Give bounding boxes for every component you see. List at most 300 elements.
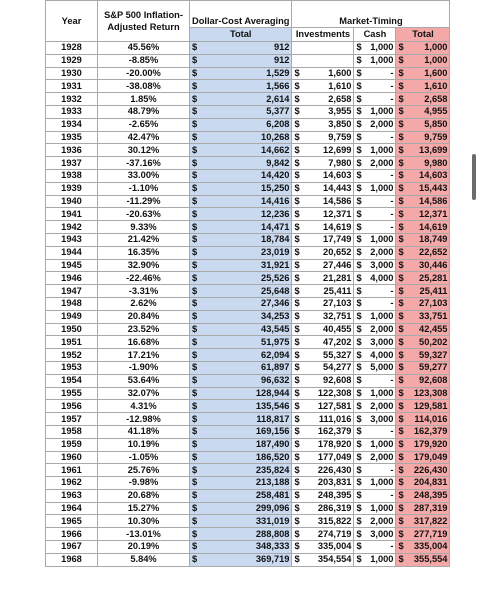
investments-currency-symbol: $ (292, 400, 306, 413)
year-cell: 1932 (46, 93, 98, 106)
total-currency-symbol: $ (398, 183, 404, 194)
dca-total-cell: 331,019 (204, 515, 292, 528)
total-value: 335,004 (413, 541, 448, 552)
total-currency-symbol: $ (398, 259, 404, 270)
table-row (46, 438, 450, 451)
year-cell: 1955 (46, 387, 98, 400)
cash-value: - (390, 298, 394, 309)
dca-currency-symbol: $ (190, 464, 205, 477)
total-value: 355,554 (413, 554, 448, 565)
return-cell: -8.85% (98, 54, 190, 67)
investments-currency-symbol: $ (292, 105, 306, 118)
cash-value: - (390, 93, 394, 104)
table-row (46, 169, 450, 182)
dca-currency-symbol: $ (190, 502, 205, 515)
table-row (46, 528, 450, 541)
total-value: 14,619 (419, 221, 448, 232)
year-cell: 1947 (46, 285, 98, 298)
cash-value: 1,000 (370, 42, 394, 53)
total-value: 18,749 (419, 234, 448, 245)
dca-total-cell: 23,019 (204, 246, 292, 259)
dca-currency-symbol: $ (190, 67, 205, 80)
year-cell: 1953 (46, 361, 98, 374)
cash-currency-symbol: $ (356, 93, 362, 104)
year-cell: 1957 (46, 413, 98, 426)
investments-currency-symbol: $ (292, 310, 306, 323)
dca-total-cell: 912 (204, 54, 292, 67)
mt-total-cell (396, 67, 450, 80)
return-cell: 53.64% (98, 374, 190, 387)
dca-group-header: Dollar-Cost Averaging (190, 1, 292, 28)
cash-cell (354, 80, 396, 93)
dca-currency-symbol: $ (190, 54, 205, 67)
mt-total-cell (396, 297, 450, 310)
mt-total-cell (396, 42, 450, 55)
return-cell: 5.84% (98, 553, 190, 566)
dca-total-cell: 62,094 (204, 349, 292, 362)
investments-currency-symbol: $ (292, 438, 306, 451)
total-value: 317,822 (413, 515, 448, 526)
return-cell: 23.52% (98, 323, 190, 336)
total-currency-symbol: $ (398, 362, 404, 373)
investments-currency-symbol: $ (292, 349, 306, 362)
cash-cell (354, 323, 396, 336)
cash-value: 2,000 (370, 247, 394, 258)
investments-cell: 354,554 (306, 553, 354, 566)
cash-currency-symbol: $ (356, 336, 362, 347)
cash-cell (354, 477, 396, 490)
dca-currency-symbol: $ (190, 246, 205, 259)
cash-currency-symbol: $ (356, 400, 362, 411)
dca-currency-symbol: $ (190, 323, 205, 336)
dca-currency-symbol: $ (190, 233, 205, 246)
cash-currency-symbol: $ (356, 439, 362, 450)
dca-currency-symbol: $ (190, 208, 205, 221)
total-value: 25,281 (419, 272, 448, 283)
dca-currency-symbol: $ (190, 195, 205, 208)
dca-total-cell: 369,719 (204, 553, 292, 566)
dca-total-cell: 34,253 (204, 310, 292, 323)
dca-currency-symbol: $ (190, 400, 205, 413)
mt-total-cell (396, 464, 450, 477)
table-row (46, 451, 450, 464)
mt-total-cell (396, 541, 450, 554)
cash-cell (354, 374, 396, 387)
dca-total-cell: 2,614 (204, 93, 292, 106)
total-value: 162,379 (413, 426, 448, 437)
dca-total-cell: 15,250 (204, 182, 292, 195)
total-currency-symbol: $ (398, 221, 404, 232)
cash-currency-symbol: $ (356, 541, 362, 552)
dca-total-cell: 1,566 (204, 80, 292, 93)
dca-total-cell: 912 (204, 42, 292, 55)
investments-cell: 32,751 (306, 310, 354, 323)
total-value: 5,850 (424, 119, 448, 130)
dca-total-cell: 18,784 (204, 233, 292, 246)
cash-value: - (390, 426, 394, 437)
year-cell: 1952 (46, 349, 98, 362)
dca-total-cell: 14,420 (204, 169, 292, 182)
cash-value: 2,000 (370, 451, 394, 462)
return-cell: -9.98% (98, 477, 190, 490)
return-cell: 41.18% (98, 425, 190, 438)
cash-currency-symbol: $ (356, 80, 362, 91)
year-cell: 1934 (46, 118, 98, 131)
investments-cell: 27,103 (306, 297, 354, 310)
cash-value: 1,000 (370, 503, 394, 514)
table-row (46, 144, 450, 157)
dca-total-cell: 5,377 (204, 105, 292, 118)
total-currency-symbol: $ (398, 451, 404, 462)
mt-total-cell (396, 80, 450, 93)
total-currency-symbol: $ (398, 464, 404, 475)
return-cell: -20.00% (98, 67, 190, 80)
return-cell: 16.35% (98, 246, 190, 259)
cash-value: - (390, 375, 394, 386)
cash-cell (354, 285, 396, 298)
cash-value: 1,000 (370, 183, 394, 194)
investments-cell: 177,049 (306, 451, 354, 464)
mt-total-cell (396, 553, 450, 566)
investments-cell: 3,850 (306, 118, 354, 131)
cash-cell (354, 515, 396, 528)
year-cell: 1948 (46, 297, 98, 310)
investments-cell: 1,610 (306, 80, 354, 93)
year-cell: 1931 (46, 80, 98, 93)
return-cell: -13.01% (98, 528, 190, 541)
mt-total-cell (396, 54, 450, 67)
cash-cell (354, 349, 396, 362)
total-currency-symbol: $ (398, 80, 404, 91)
cash-value: - (390, 208, 394, 219)
cash-value: 3,000 (370, 259, 394, 270)
total-currency-symbol: $ (398, 477, 404, 488)
return-cell: -1.05% (98, 451, 190, 464)
cash-cell (354, 182, 396, 195)
total-value: 25,411 (419, 285, 448, 296)
investments-cell: 248,395 (306, 489, 354, 502)
total-value: 2,658 (424, 93, 448, 104)
return-cell: 10.30% (98, 515, 190, 528)
year-cell: 1967 (46, 541, 98, 554)
table-row (46, 464, 450, 477)
investments-cell: 20,652 (306, 246, 354, 259)
total-currency-symbol: $ (398, 247, 404, 258)
cash-cell (354, 259, 396, 272)
scrollbar-thumb[interactable] (472, 154, 476, 200)
year-cell: 1950 (46, 323, 98, 336)
total-currency-symbol: $ (398, 272, 404, 283)
mt-total-cell (396, 105, 450, 118)
table-row (46, 42, 450, 55)
dca-total-cell: 187,490 (204, 438, 292, 451)
dca-currency-symbol: $ (190, 451, 205, 464)
dca-currency-symbol: $ (190, 118, 205, 131)
return-cell: 16.68% (98, 336, 190, 349)
table-row (46, 413, 450, 426)
spreadsheet (45, 0, 450, 567)
return-cell: -1.90% (98, 361, 190, 374)
investments-currency-symbol: $ (292, 451, 306, 464)
investments-cell: 3,955 (306, 105, 354, 118)
returns-table (45, 0, 450, 567)
total-value: 9,980 (424, 157, 448, 168)
mt-total-cell (396, 489, 450, 502)
table-row (46, 400, 450, 413)
year-cell: 1962 (46, 477, 98, 490)
total-value: 1,000 (424, 55, 448, 66)
investments-currency-symbol (292, 42, 306, 55)
investments-currency-symbol: $ (292, 67, 306, 80)
return-cell: 17.21% (98, 349, 190, 362)
cash-value: 3,000 (370, 528, 394, 539)
mt-total-cell (396, 221, 450, 234)
investments-currency-symbol: $ (292, 323, 306, 336)
total-value: 277,719 (413, 528, 448, 539)
investments-currency-symbol: $ (292, 80, 306, 93)
cash-currency-symbol: $ (356, 208, 362, 219)
year-cell: 1966 (46, 528, 98, 541)
total-currency-symbol: $ (398, 208, 404, 219)
table-row (46, 374, 450, 387)
cash-value: 1,000 (370, 106, 394, 117)
dca-currency-symbol: $ (190, 361, 205, 374)
dca-total-cell: 1,529 (204, 67, 292, 80)
table-row (46, 477, 450, 490)
total-currency-symbol: $ (398, 387, 404, 398)
investments-cell: 122,308 (306, 387, 354, 400)
cash-currency-symbol: $ (356, 349, 362, 360)
cash-value: 1,000 (370, 55, 394, 66)
cash-value: 1,000 (370, 439, 394, 450)
dca-currency-symbol: $ (190, 515, 205, 528)
investments-currency-symbol: $ (292, 131, 306, 144)
cash-currency-symbol: $ (356, 106, 362, 117)
dca-currency-symbol: $ (190, 374, 205, 387)
cash-cell (354, 387, 396, 400)
cash-currency-symbol: $ (356, 67, 362, 78)
investments-cell: 12,699 (306, 144, 354, 157)
investments-currency-symbol: $ (292, 477, 306, 490)
return-cell: -38.08% (98, 80, 190, 93)
investments-cell: 14,586 (306, 195, 354, 208)
year-cell: 1968 (46, 553, 98, 566)
total-value: 13,699 (419, 144, 448, 155)
dca-total-cell: 213,188 (204, 477, 292, 490)
investments-currency-symbol: $ (292, 233, 306, 246)
investments-currency-symbol: $ (292, 502, 306, 515)
total-currency-symbol: $ (398, 426, 404, 437)
investments-cell: 7,980 (306, 157, 354, 170)
cash-value: - (390, 490, 394, 501)
total-value: 14,603 (419, 170, 448, 181)
return-cell: 20.84% (98, 310, 190, 323)
return-cell: 9.33% (98, 221, 190, 234)
investments-currency-symbol: $ (292, 118, 306, 131)
return-cell: 1.85% (98, 93, 190, 106)
cash-currency-symbol: $ (356, 247, 362, 258)
cash-currency-symbol: $ (356, 413, 362, 424)
table-row (46, 323, 450, 336)
dca-total-cell: 14,471 (204, 221, 292, 234)
investments-currency-symbol: $ (292, 259, 306, 272)
total-value: 226,430 (413, 464, 448, 475)
total-value: 123,308 (413, 387, 448, 398)
market-timing-group-header: Market-Timing (292, 1, 450, 28)
total-currency-symbol: $ (398, 400, 404, 411)
dca-total-cell: 288,808 (204, 528, 292, 541)
dca-currency-symbol: $ (190, 349, 205, 362)
dca-currency-symbol: $ (190, 336, 205, 349)
table-row (46, 80, 450, 93)
total-currency-symbol: $ (398, 503, 404, 514)
cash-value: - (390, 221, 394, 232)
investments-cell: 27,446 (306, 259, 354, 272)
dca-currency-symbol: $ (190, 80, 205, 93)
dca-currency-symbol: $ (190, 272, 205, 285)
dca-currency-symbol: $ (190, 157, 205, 170)
dca-total-cell: 27,346 (204, 297, 292, 310)
total-currency-symbol: $ (398, 439, 404, 450)
mt-total-cell (396, 93, 450, 106)
cash-cell (354, 502, 396, 515)
investments-currency-symbol (292, 54, 306, 67)
mt-total-cell (396, 528, 450, 541)
investments-currency-symbol: $ (292, 157, 306, 170)
cash-currency-symbol: $ (356, 285, 362, 296)
dca-total-cell: 96,632 (204, 374, 292, 387)
investments-currency-symbol: $ (292, 489, 306, 502)
dca-total-cell: 169,156 (204, 425, 292, 438)
total-currency-symbol: $ (398, 67, 404, 78)
table-row (46, 131, 450, 144)
table-row (46, 553, 450, 566)
cash-currency-symbol: $ (356, 451, 362, 462)
mt-total-cell (396, 285, 450, 298)
investments-cell: 25,411 (306, 285, 354, 298)
cash-value: 4,000 (370, 272, 394, 283)
mt-total-cell (396, 336, 450, 349)
table-row (46, 541, 450, 554)
dca-total-cell: 9,842 (204, 157, 292, 170)
investments-cell (306, 42, 354, 55)
total-currency-symbol: $ (398, 93, 404, 104)
mt-total-cell (396, 259, 450, 272)
cash-currency-symbol: $ (356, 170, 362, 181)
dca-currency-symbol: $ (190, 528, 205, 541)
return-cell: 32.90% (98, 259, 190, 272)
cash-value: - (390, 464, 394, 475)
mt-total-cell (396, 272, 450, 285)
return-cell: 45.56% (98, 42, 190, 55)
cash-currency-symbol: $ (356, 272, 362, 283)
investments-cell: 203,831 (306, 477, 354, 490)
cash-value: - (390, 541, 394, 552)
table-row (46, 272, 450, 285)
dca-currency-symbol: $ (190, 553, 205, 566)
dca-total-cell: 6,208 (204, 118, 292, 131)
table-row (46, 502, 450, 515)
cash-value: 1,000 (370, 311, 394, 322)
total-currency-symbol: $ (398, 336, 404, 347)
return-cell: 4.31% (98, 400, 190, 413)
investments-currency-symbol: $ (292, 93, 306, 106)
year-cell: 1930 (46, 67, 98, 80)
cash-currency-symbol: $ (356, 234, 362, 245)
investments-cell: 21,281 (306, 272, 354, 285)
investments-cell: 315,822 (306, 515, 354, 528)
cash-value: 2,000 (370, 157, 394, 168)
total-currency-symbol: $ (398, 528, 404, 539)
return-cell: 32.07% (98, 387, 190, 400)
table-row (46, 182, 450, 195)
investments-header: Investments (292, 28, 354, 42)
table-row (46, 118, 450, 131)
total-value: 4,955 (424, 106, 448, 117)
mt-total-cell (396, 515, 450, 528)
mt-total-cell (396, 374, 450, 387)
year-cell: 1965 (46, 515, 98, 528)
cash-cell (354, 489, 396, 502)
dca-currency-symbol: $ (190, 105, 205, 118)
investments-currency-symbol: $ (292, 528, 306, 541)
dca-currency-symbol: $ (190, 297, 205, 310)
cash-value: 1,000 (370, 387, 394, 398)
total-currency-symbol: $ (398, 119, 404, 130)
mt-total-cell (396, 349, 450, 362)
investments-currency-symbol: $ (292, 208, 306, 221)
dca-currency-symbol: $ (190, 413, 205, 426)
year-cell: 1929 (46, 54, 98, 67)
investments-cell: 226,430 (306, 464, 354, 477)
dca-total-cell: 299,096 (204, 502, 292, 515)
cash-currency-symbol: $ (356, 375, 362, 386)
dca-total-cell: 51,975 (204, 336, 292, 349)
investments-cell: 335,004 (306, 541, 354, 554)
cash-value: 5,000 (370, 362, 394, 373)
cash-value: - (390, 80, 394, 91)
mt-total-cell (396, 131, 450, 144)
return-cell: 25.76% (98, 464, 190, 477)
dca-total-cell: 25,526 (204, 272, 292, 285)
year-header: Year (46, 1, 98, 42)
total-currency-symbol: $ (398, 285, 404, 296)
cash-currency-symbol: $ (356, 157, 362, 168)
cash-cell (354, 131, 396, 144)
table-row (46, 54, 450, 67)
cash-value: - (390, 170, 394, 181)
table-row (46, 93, 450, 106)
cash-cell (354, 105, 396, 118)
dca-total-cell: 12,236 (204, 208, 292, 221)
total-currency-symbol: $ (398, 157, 404, 168)
total-currency-symbol: $ (398, 311, 404, 322)
mt-total-cell (396, 157, 450, 170)
mt-total-cell (396, 361, 450, 374)
total-value: 33,751 (419, 311, 448, 322)
year-cell: 1956 (46, 400, 98, 413)
year-cell: 1963 (46, 489, 98, 502)
dca-currency-symbol: $ (190, 310, 205, 323)
total-currency-symbol: $ (398, 298, 404, 309)
total-value: 179,920 (413, 439, 448, 450)
cash-currency-symbol: $ (356, 554, 362, 565)
total-value: 27,103 (419, 298, 448, 309)
cash-cell (354, 438, 396, 451)
year-cell: 1964 (46, 502, 98, 515)
cash-cell (354, 118, 396, 131)
total-currency-symbol: $ (398, 375, 404, 386)
